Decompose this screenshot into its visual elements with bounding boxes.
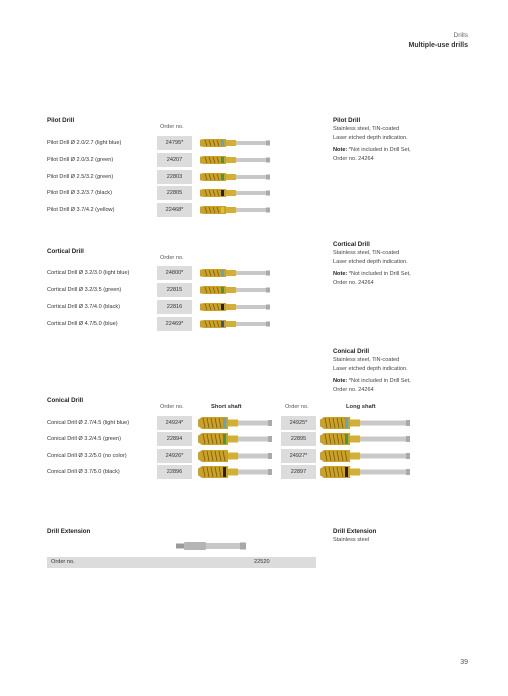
cortical-note-label: Note: <box>333 271 348 278</box>
cortical-order-cell: 22816 <box>157 300 192 314</box>
conical-desc-line2: Laser etched depth indication. <box>333 365 408 372</box>
pilot-drill-image <box>200 203 272 217</box>
conical-row-label: Conical Drill Ø 2.7/4.5 (light blue) <box>47 420 130 426</box>
pilot-drill-image <box>200 170 272 184</box>
pilot-desc-line1: Stainless steel, TiN-coated <box>333 126 400 133</box>
extension-section-title: Drill Extension <box>47 528 91 535</box>
extension-order-value: 22520 <box>254 559 270 565</box>
pilot-order-cell: 24207 <box>157 153 192 167</box>
cortical-order-header: Order no. <box>160 255 184 261</box>
extension-desc-title: Drill Extension <box>333 528 377 535</box>
drill-extension-image <box>176 540 248 552</box>
conical-short-order-cell: 22894 <box>157 432 192 446</box>
pilot-row-label: Pilot Drill Ø 2.5/3.2 (green) <box>47 174 114 180</box>
conical-note-text: *Not included in Drill Set, <box>347 378 411 385</box>
conical-desc-title: Conical Drill <box>333 348 370 355</box>
conical-long-order-cell: 24927* <box>281 449 316 463</box>
conical-short-shaft-header: Short shaft <box>211 404 242 410</box>
pilot-note-text: *Not included in Drill Set, <box>347 147 411 154</box>
conical-note-order: Order no. 24264 <box>333 386 374 393</box>
conical-note-label: Note: <box>333 378 348 385</box>
page-number: 39 <box>460 659 468 666</box>
extension-order-bar <box>47 557 316 568</box>
cortical-drill-image <box>200 317 272 331</box>
pilot-order-cell: 24795* <box>157 136 192 150</box>
extension-description <box>333 528 376 545</box>
pilot-order-header: Order no. <box>160 124 184 130</box>
cortical-row-label: Cortical Drill Ø 3.7/4.0 (black) <box>47 304 121 310</box>
extension-order-label: Order no. <box>51 559 75 565</box>
extension-desc-line1: Stainless steel <box>333 537 370 544</box>
cortical-section-title: Cortical Drill <box>47 248 84 255</box>
conical-short-order-cell: 24924* <box>157 416 192 430</box>
conical-row-label: Conical Drill Ø 3.2/4.5 (green) <box>47 436 121 442</box>
pilot-order-cell: 22805 <box>157 186 192 200</box>
conical-section-title: Conical Drill <box>47 397 84 404</box>
cortical-order-cell: 24800* <box>157 266 192 280</box>
conical-long-drill-image <box>320 463 412 481</box>
conical-row-label: Conical Drill Ø 3.7/5.0 (black) <box>47 469 120 475</box>
pilot-note-order: Order no. 24264 <box>333 155 374 162</box>
cortical-drill-image <box>200 283 272 297</box>
pilot-description <box>333 117 411 163</box>
cortical-row-label: Cortical Drill Ø 3.2/3.5 (green) <box>47 287 122 293</box>
pilot-section-title: Pilot Drill <box>47 117 75 124</box>
pilot-order-cell: 22468* <box>157 203 192 217</box>
cortical-note-order: Order no. 24264 <box>333 279 374 286</box>
conical-long-drill-image <box>320 430 412 448</box>
conical-short-order-cell: 22896 <box>157 465 192 479</box>
conical-long-order-header: Order no. <box>285 404 309 410</box>
cortical-note-text: *Not included in Drill Set, <box>347 271 411 278</box>
cortical-row-label: Cortical Drill Ø 3.2/3.0 (light blue) <box>47 270 130 276</box>
conical-long-order-cell: 22895 <box>281 432 316 446</box>
pilot-note-label: Note: <box>333 147 348 154</box>
header-title: Multiple-use drills <box>408 42 468 49</box>
cortical-order-cell: 22815 <box>157 283 192 297</box>
conical-desc-line1: Stainless steel, TiN-coated <box>333 357 400 364</box>
cortical-desc-line2: Laser etched depth indication. <box>333 258 408 265</box>
pilot-drill-image <box>200 153 272 167</box>
pilot-desc-line2: Laser etched depth indication. <box>333 134 408 141</box>
conical-description <box>333 348 411 394</box>
cortical-desc-line1: Stainless steel, TiN-coated <box>333 250 400 257</box>
pilot-row-label: Pilot Drill Ø 3.2/3.7 (black) <box>47 190 112 196</box>
conical-long-order-cell: 22897 <box>281 465 316 479</box>
pilot-row-label: Pilot Drill Ø 2.0/2.7 (light blue) <box>47 140 122 146</box>
header-category: Drills <box>453 32 468 39</box>
conical-short-drill-image <box>198 463 274 481</box>
pilot-row-label: Pilot Drill Ø 2.0/3.2 (green) <box>47 157 114 163</box>
pilot-desc-title: Pilot Drill <box>333 117 361 124</box>
cortical-drill-image <box>200 300 272 314</box>
pilot-order-cell: 22803 <box>157 170 192 184</box>
cortical-drill-image <box>200 266 272 280</box>
cortical-row-label: Cortical Drill Ø 4.7/5.0 (blue) <box>47 321 118 327</box>
cortical-description <box>333 241 411 287</box>
pilot-drill-image <box>200 136 272 150</box>
conical-short-order-cell: 24926* <box>157 449 192 463</box>
conical-row-label: Conical Drill Ø 3.2/5.0 (no color) <box>47 453 127 459</box>
pilot-row-label: Pilot Drill Ø 3.7/4.2 (yellow) <box>47 207 115 213</box>
cortical-order-cell: 22469* <box>157 317 192 331</box>
conical-short-drill-image <box>198 430 274 448</box>
pilot-drill-image <box>200 186 272 200</box>
conical-long-shaft-header: Long shaft <box>346 404 376 410</box>
cortical-desc-title: Cortical Drill <box>333 241 370 248</box>
conical-long-order-cell: 24925* <box>281 416 316 430</box>
conical-short-order-header: Order no. <box>160 404 184 410</box>
